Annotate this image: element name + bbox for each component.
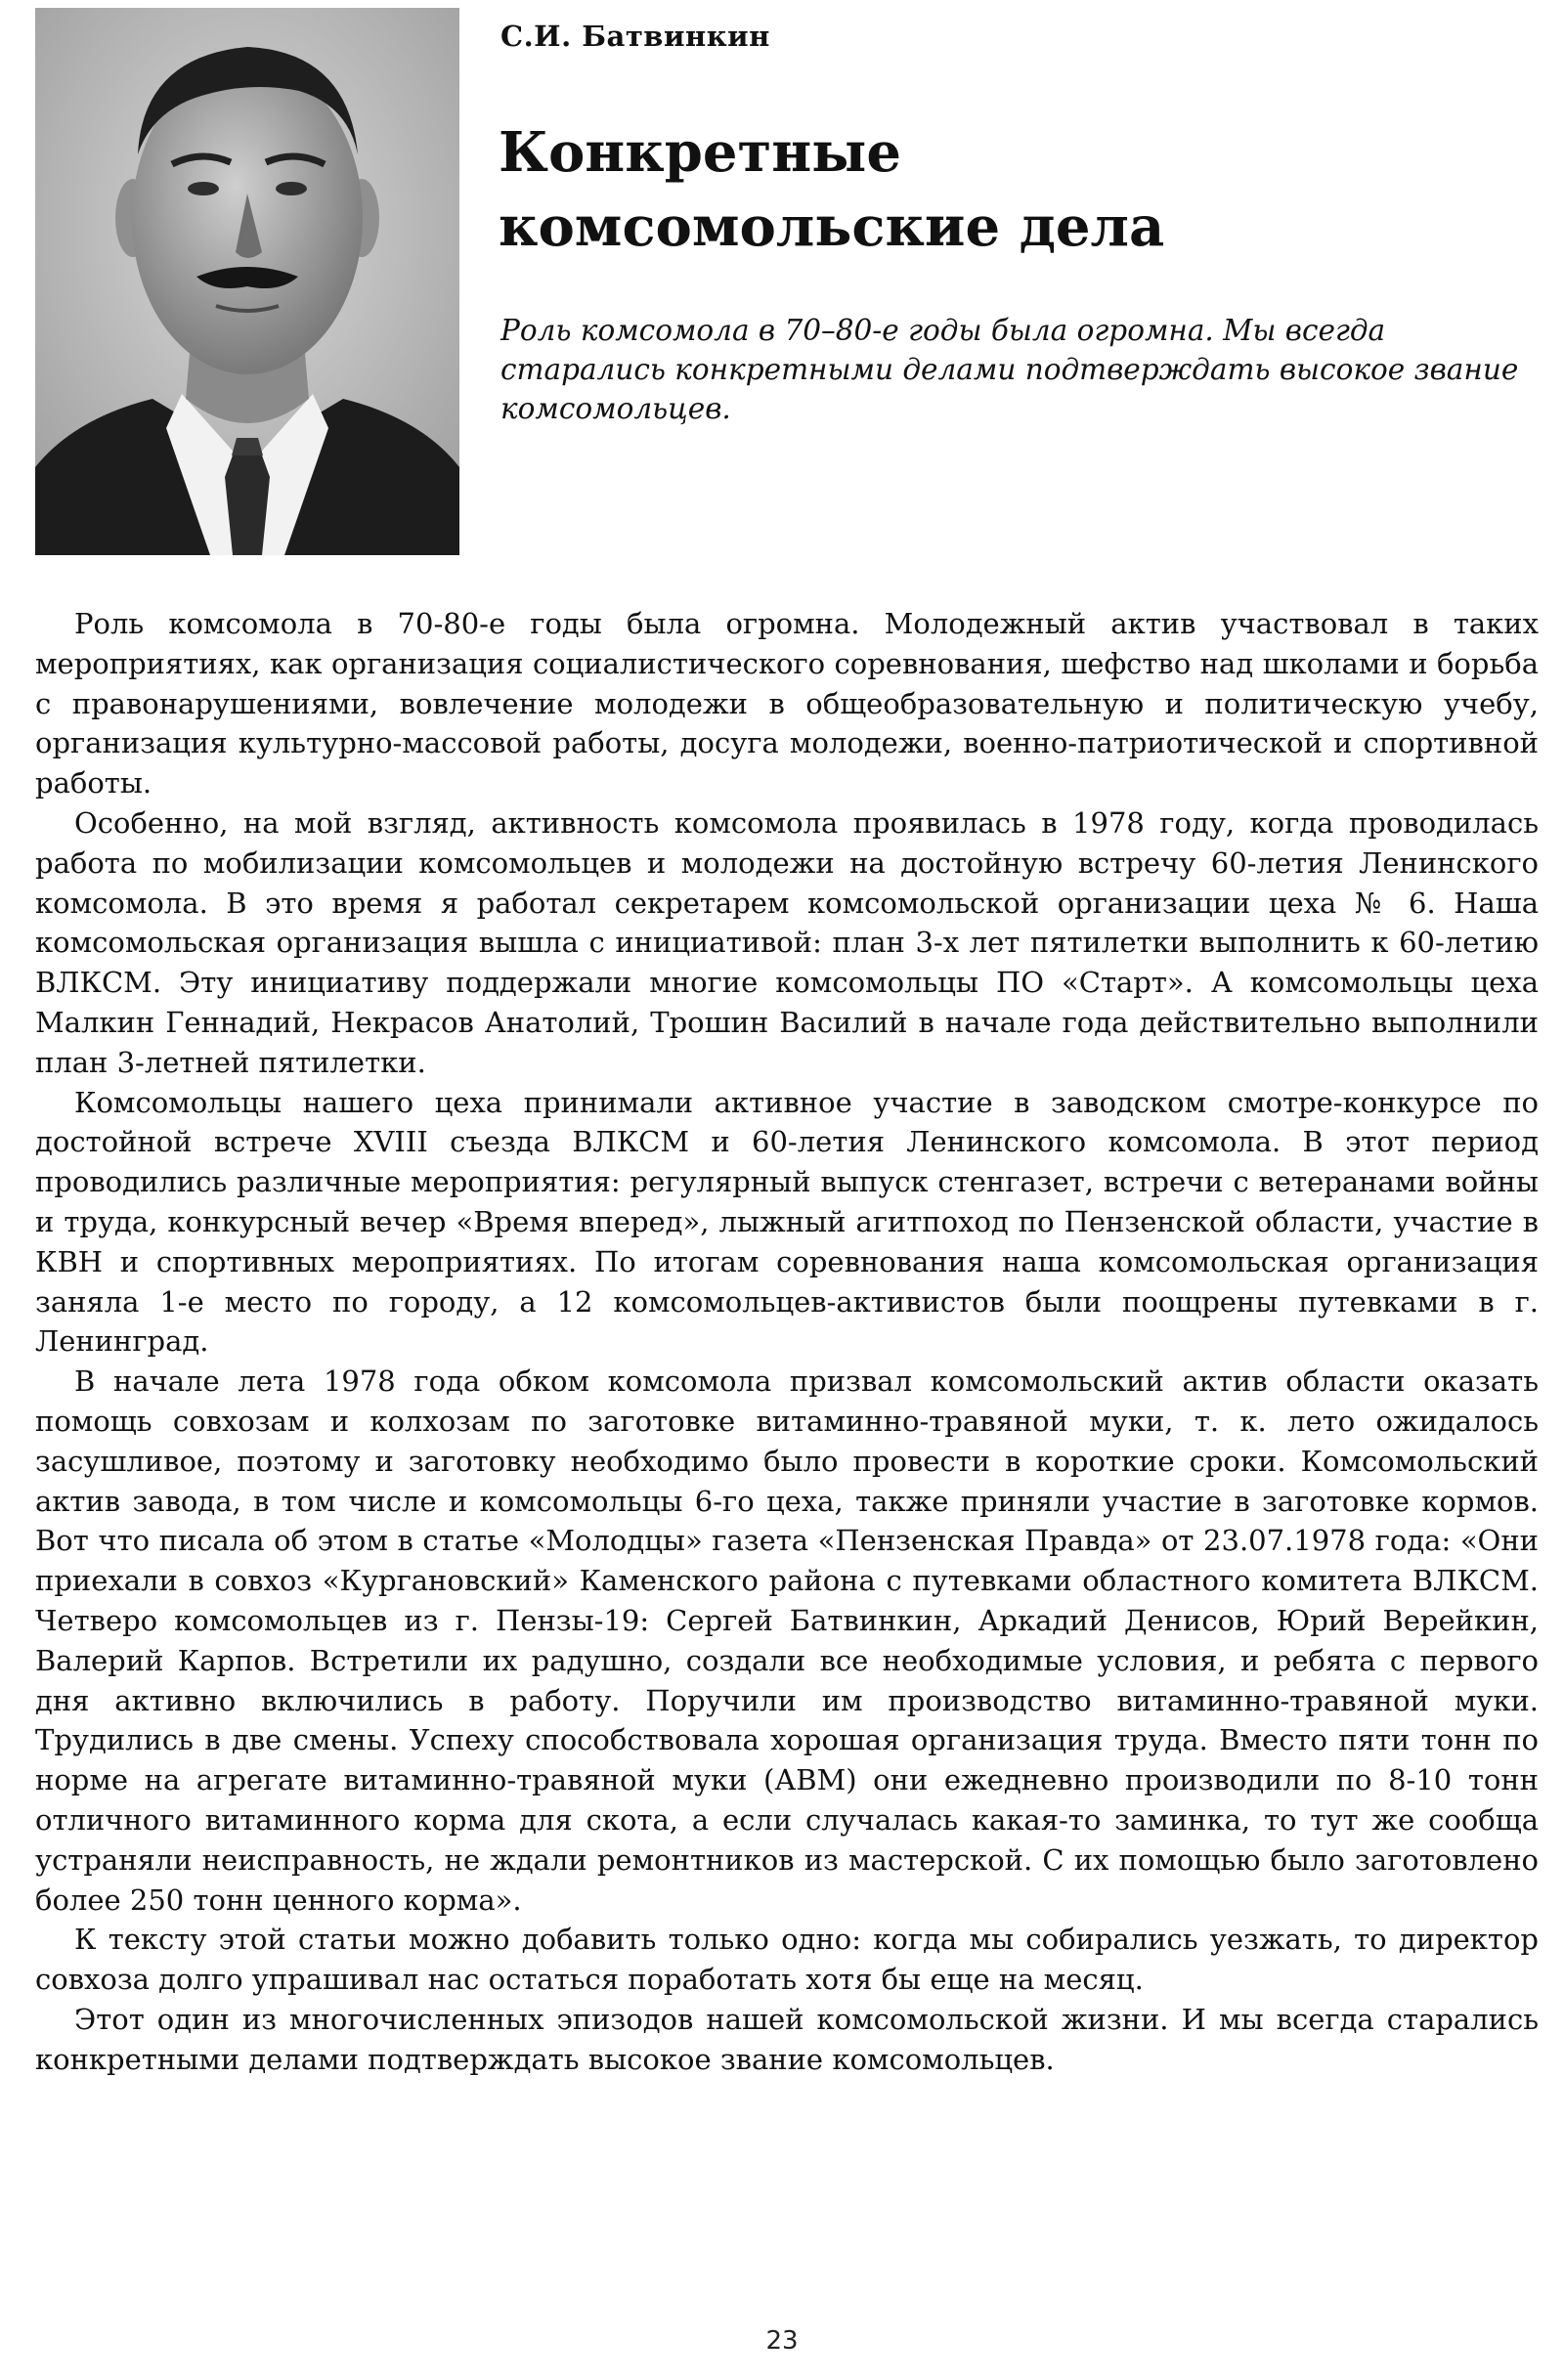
title-line-2: комсомольские дела — [499, 195, 1165, 259]
body-paragraph: Роль комсомола в 70-80-е годы была огромна. Молодежный актив участвовал в таких мероприятиях, как организация социалистического соревнования, шефство над школами и борьба с правонарушениями, вовлечение молодежи в общеобразовательную и политическую учебу, организация культурно-массовой работы, досуга молодежи, военно-патриотической и спортивной работы. — [35, 607, 1539, 801]
body-paragraph: Этот один из многочисленных эпизодов нашей комсомольской жизни. И мы всегда старались конкретными делами подтверждать высокое звание комсомольцев. — [35, 2002, 1539, 2076]
author-photo — [35, 8, 459, 555]
page-number: 23 — [765, 2326, 799, 2356]
article-body — [35, 604, 1539, 2079]
author-portrait-photo — [35, 8, 459, 555]
body-paragraph: К тексту этой статьи можно добавить только одно: когда мы собирались уезжать, то директор совхоза долго упрашивал нас остаться поработать хотя бы еще на месяц. — [35, 1923, 1539, 1997]
body-paragraph: Особенно, на мой взгляд, активность комсомола проявилась в 1978 году, когда проводилась работа по мобилизации комсомольцев и молодежи на достойную встречу 60-летия Ленинского комсомола. В это время я работал секретарем комсомольской организации цеха № 6. Наша комсомольская организация вышла с инициативой: план 3-х лет пятилетки выполнить к 60-летию ВЛКСМ. Эту инициативу поддержали многие комсомольцы ПО «Старт». А комсомольцы цеха Малкин Геннадий, Некрасов Анатолий, Трошин Василий в начале года действительно выполнили план 3-летней пятилетки. — [35, 805, 1539, 1079]
article-title — [499, 115, 1476, 264]
author-name: С.И. Батвинкин — [500, 20, 770, 53]
title-line-1: Конкретные — [499, 120, 901, 185]
body-paragraph: Комсомольцы нашего цеха принимали активное участие в заводском смотре-конкурсе по достойной встрече XVIII съезда ВЛКСМ и 60-летия Ленинского комсомола. В этот период проводились различные мероприятия: регулярный выпуск стенгазет, встречи с ветеранами войны и труда, конкурсный вечер «Время вперед», лыжный агитпоход по Пензенской области, участие в КВН и спортивных мероприятиях. По итогам соревнования наша комсомольская организация заняла 1-е место по городу, а 12 комсомольцев-активистов были поощрены путевками в г. Ленинград. — [35, 1085, 1539, 1359]
article-lead: Роль комсомола в 70–80-е годы была огромна. Мы всегда старались конкретными делами подтверждать высокое звание комсомольцев. — [500, 314, 1519, 425]
body-paragraph: В начале лета 1978 года обком комсомола призвал комсомольский актив области оказать помощь совхозам и колхозам по заготовке витаминно-травяной муки, т. к. лето ожидалось засушливое, поэтому и заготовку необходимо было провести в короткие сроки. Комсомольский актив завода, в том числе и комсомольцы 6-го цеха, также приняли участие в заготовке кормов. Вот что писала об этом в статье «Молодцы» газета «Пензенская Правда» от 23.07.1978 года: «Они приехали в совхоз «Кургановский» Каменского района с путевками областного комитета ВЛКСМ. Четверо комсомольцев из г. Пензы-19: Сергей Батвинкин, Аркадий Денисов, Юрий Верейкин, Валерий Карпов. Встретили их радушно, создали все необходимые условия, и ребята с первого дня активно включились в работу. Поручили им производство витаминно-травяной муки. Трудились в две смены. Успеху способствовала хорошая организация труда. Вместо пяти тонн по норме на агрегате витаминно-травяной муки (АВМ) они ежедневно производили по 8-10 тонн отличного витаминного корма для скота, а если случалась какая-то заминка, то тут же сообща устраняли неисправность, не ждали ремонтников из мастерской. С их помощью было заготовлено более 250 тонн ценного корма». — [35, 1364, 1539, 1917]
